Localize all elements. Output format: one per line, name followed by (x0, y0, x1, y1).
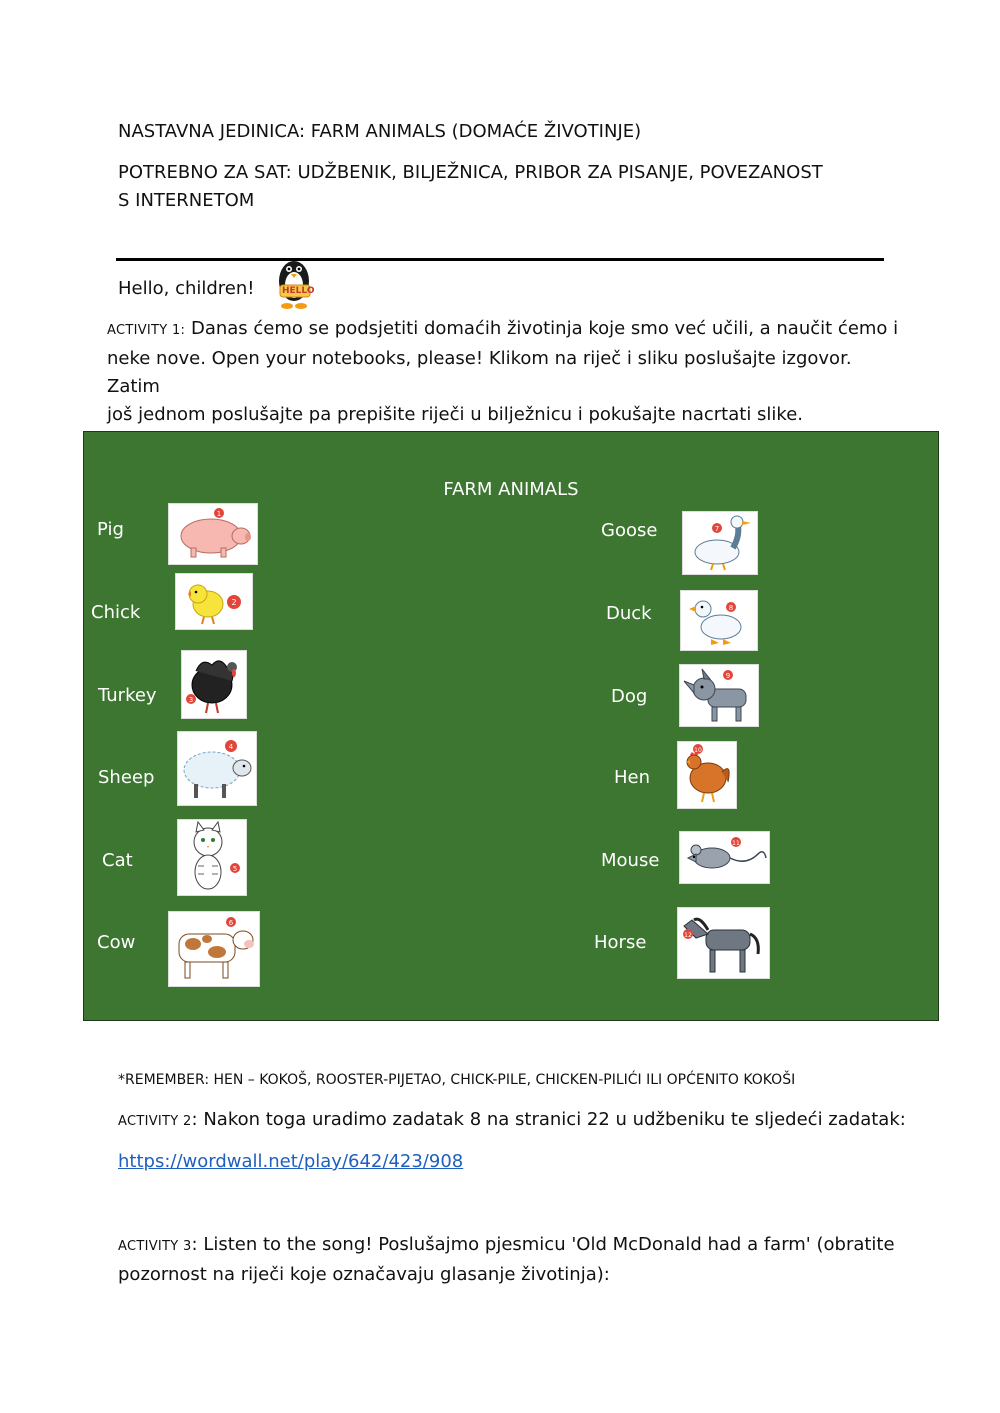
farm-animals-board (83, 431, 939, 1021)
board-title: FARM ANIMALS (443, 479, 579, 500)
label-dog[interactable]: Dog (611, 686, 648, 707)
activity2-paragraph (118, 1106, 906, 1136)
cat-image[interactable] (177, 819, 247, 896)
activity2-label: ACTIVITY 2 (118, 1114, 192, 1129)
needed-line-1: POTREBNO ZA SAT: UDŽBENIK, BILJEŽNICA, PRIBOR ZA PISANJE, POVEZANOST (118, 162, 823, 183)
activity1-line3: još jednom poslušajte pa prepišite riječi u bilježnicu i pokušajte nacrtati slike. (107, 404, 803, 425)
needed-line-2: S INTERNETOM (118, 190, 255, 211)
cow-number: 6 (228, 919, 234, 927)
turkey-image[interactable] (181, 650, 247, 719)
label-cat[interactable]: Cat (102, 850, 133, 871)
label-turkey[interactable]: Turkey (98, 685, 157, 706)
remember-note: *REMEMBER: HEN – KOKOŠ, ROOSTER-PIJETAO, CHICK-PILE, CHICKEN-PILIĆI ILI OPĆENITO KOKOŠI (118, 1072, 796, 1088)
sheep-image[interactable] (177, 731, 257, 806)
activity1-paragraph (107, 315, 907, 429)
divider (116, 258, 884, 261)
goose-number: 7 (714, 525, 720, 533)
activity3-line1: : Listen to the song! Poslušajmo pjesmicu 'Old McDonald had a farm' (obratite (191, 1234, 895, 1255)
pig-number: 1 (216, 510, 222, 518)
duck-number: 8 (728, 604, 734, 612)
hello-badge: HELLO (282, 286, 315, 296)
greeting-text: Hello, children! (118, 278, 255, 299)
activity1-label: ACTIVITY 1: (107, 323, 186, 338)
penguin-hello-icon (271, 255, 317, 311)
dog-image[interactable] (679, 664, 759, 727)
unit-title: NASTAVNA JEDINICA: FARM ANIMALS (DOMAĆE ŽIVOTINJE) (118, 121, 642, 142)
label-sheep[interactable]: Sheep (98, 767, 155, 788)
pig-image[interactable] (168, 503, 258, 565)
label-cow[interactable]: Cow (97, 932, 136, 953)
wordwall-link[interactable]: https://wordwall.net/play/642/423/908 (118, 1151, 464, 1172)
activity3-paragraph (118, 1231, 898, 1289)
horse-number: 12 (684, 932, 692, 939)
activity3-line2: pozornost na riječi koje označavaju glasanje životinja): (118, 1264, 610, 1285)
cow-image[interactable] (168, 911, 260, 987)
sheep-number: 4 (228, 743, 234, 751)
hen-number: 10 (694, 747, 702, 754)
activity2-text: : Nakon toga uradimo zadatak 8 na stranici 22 u udžbeniku te sljedeći zadatak: (191, 1109, 906, 1130)
label-hen[interactable]: Hen (614, 767, 651, 788)
dog-number: 9 (725, 672, 731, 680)
activity2-link[interactable] (118, 1148, 463, 1176)
duck-image[interactable] (680, 590, 758, 651)
chick-number: 2 (231, 598, 237, 607)
label-mouse[interactable]: Mouse (601, 850, 660, 871)
mouse-number: 11 (732, 840, 740, 847)
horse-image[interactable] (677, 907, 770, 979)
chick-image[interactable] (175, 573, 253, 630)
activity3-label: ACTIVITY 3 (118, 1239, 192, 1254)
turkey-number: 3 (188, 696, 194, 704)
label-chick[interactable]: Chick (91, 602, 141, 623)
activity1-line1: Danas ćemo se podsjetiti domaćih životinja koje smo već učili, a naučit ćemo i (190, 318, 899, 339)
label-pig[interactable]: Pig (97, 519, 124, 540)
cat-number: 5 (232, 865, 238, 873)
label-duck[interactable]: Duck (606, 603, 652, 624)
label-goose[interactable]: Goose (601, 520, 658, 541)
hen-image[interactable] (677, 741, 737, 809)
label-horse[interactable]: Horse (594, 932, 647, 953)
mouse-image[interactable] (679, 831, 770, 884)
activity1-line2: neke nove. Open your notebooks, please! Klikom na riječ i sliku poslušajte izgovor. Zatim (107, 348, 852, 397)
goose-image[interactable] (682, 511, 758, 575)
